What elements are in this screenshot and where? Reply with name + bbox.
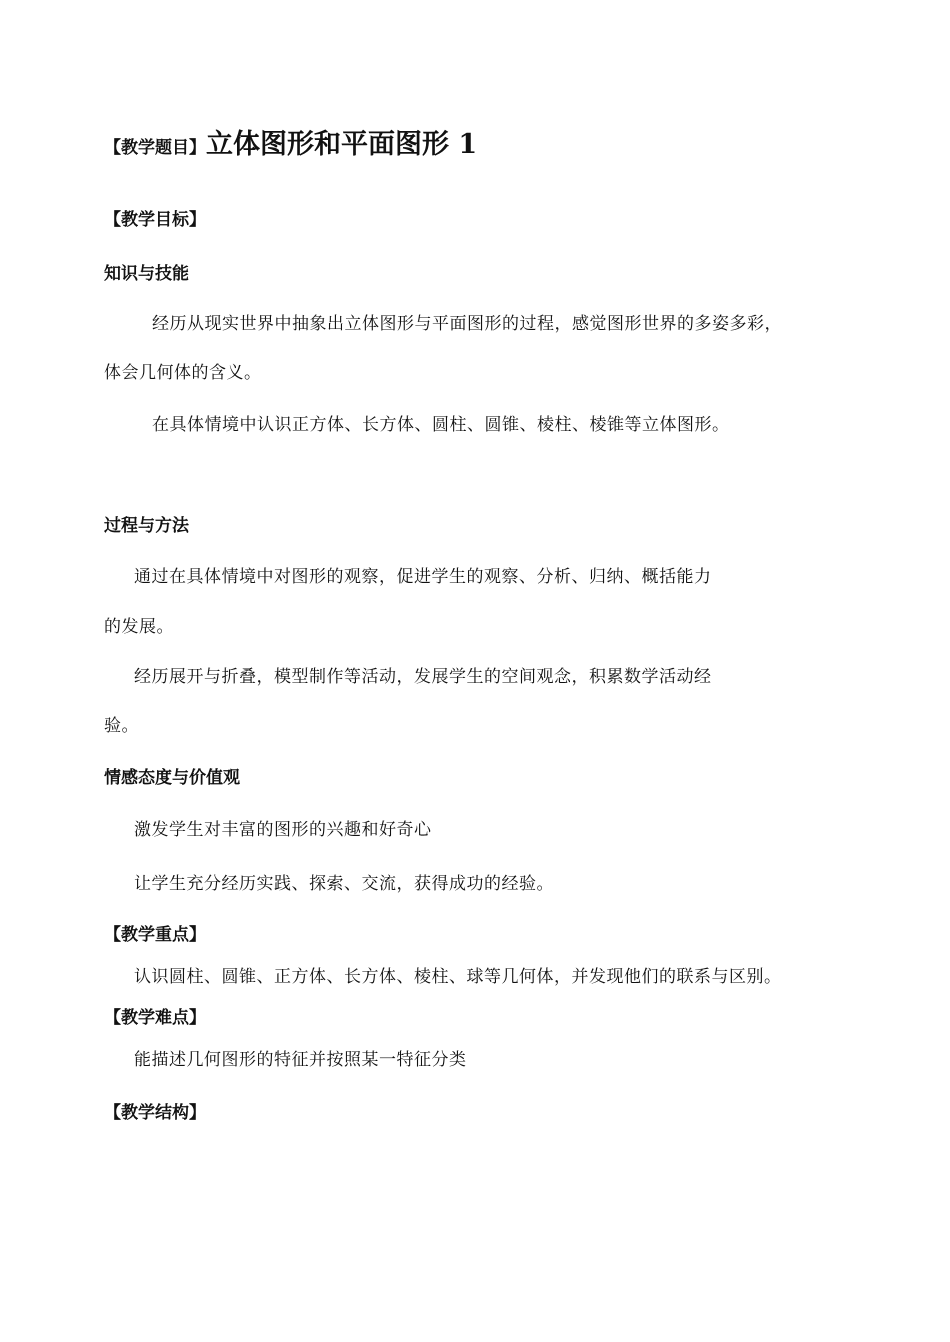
difficulties-text: 能描述几何图形的特征并按照某一特征分类: [134, 1050, 467, 1070]
process-line-4: 验。: [104, 716, 139, 736]
emotion-line-1: 激发学生对丰富的图形的兴趣和好奇心: [134, 820, 432, 840]
knowledge-heading: 知识与技能: [104, 264, 189, 284]
lesson-title-row: [104, 122, 477, 161]
knowledge-line-3: 在具体情境中认识正方体、长方体、圆柱、圆锥、棱柱、棱锥等立体图形。: [152, 415, 730, 435]
knowledge-line-1: 经历从现实世界中抽象出立体图形与平面图形的过程，感觉图形世界的多姿多彩，: [152, 314, 782, 334]
lesson-title: 立体图形和平面图形 1: [206, 129, 478, 160]
key-points-text: 认识圆柱、圆锥、正方体、长方体、棱柱、球等几何体，并发现他们的联系与区别。: [134, 967, 782, 987]
process-line-3: 经历展开与折叠，模型制作等活动，发展学生的空间观念，积累数学活动经: [134, 667, 712, 687]
emotion-heading: 情感态度与价值观: [104, 768, 240, 788]
lesson-title-label: 【教学题目】: [104, 138, 206, 158]
difficulties-heading: 【教学难点】: [104, 1008, 206, 1028]
structure-heading: 【教学结构】: [104, 1103, 206, 1123]
process-line-2: 的发展。: [104, 617, 174, 637]
knowledge-line-2: 体会几何体的含义。: [104, 363, 262, 383]
emotion-line-2: 让学生充分经历实践、探索、交流，获得成功的经验。: [134, 874, 554, 894]
process-heading: 过程与方法: [104, 516, 189, 536]
process-line-1: 通过在具体情境中对图形的观察，促进学生的观察、分析、归纳、概括能力: [134, 567, 712, 587]
key-points-heading: 【教学重点】: [104, 925, 206, 945]
objectives-heading: 【教学目标】: [104, 210, 206, 230]
